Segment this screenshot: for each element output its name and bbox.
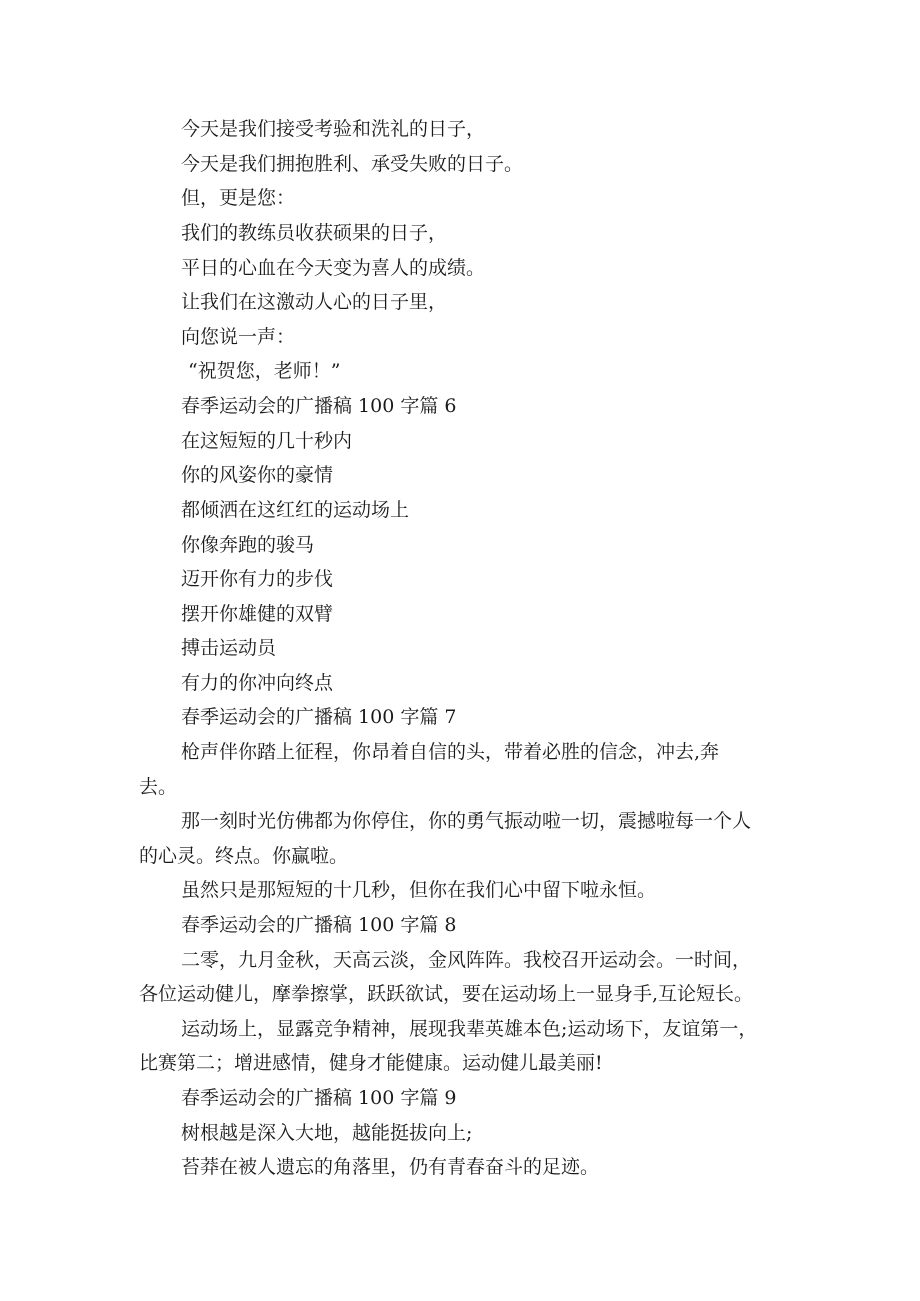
- text-line: 在这短短的几十秒内: [181, 430, 353, 452]
- text-line: 摆开你雄健的双臂: [181, 603, 334, 625]
- text-line: 今天是我们接受考验和洗礼的日子，: [181, 118, 486, 140]
- text-line: 都倾洒在这红红的运动场上: [181, 499, 410, 521]
- text-line: 平日的心血在今天变为喜人的成绩。: [181, 257, 486, 279]
- text-line: 你像奔跑的骏马: [181, 534, 315, 556]
- text-line: 比赛第二；增进感情，健身才能健康。运动健儿最美丽!: [139, 1052, 603, 1074]
- text-line: 苔莽在被人遗忘的角落里，仍有青春奋斗的足迹。: [181, 1156, 600, 1178]
- text-line: 向您说一声：: [181, 326, 296, 348]
- text-line: 搏击运动员: [181, 637, 277, 659]
- text-line: 有力的你冲向终点: [181, 672, 334, 694]
- text-line: 让我们在这激动人心的日子里，: [181, 291, 448, 313]
- section-heading: 春季运动会的广播稿 100 字篇 6: [181, 395, 457, 417]
- text-line: 虽然只是那短短的十几秒，但你在我们心中留下啦永恒。: [181, 879, 657, 901]
- text-line: 迈开你有力的步伐: [181, 568, 334, 590]
- text-line: 运动场上，显露竞争精神，展现我辈英雄本色;运动场下，友谊第一，: [181, 1018, 758, 1040]
- text-line: 我们的教练员收获硕果的日子，: [181, 222, 448, 244]
- text-line: 的心灵。终点。你赢啦。: [139, 845, 349, 867]
- text-line: 各位运动健儿，摩拳擦掌，跃跃欲试，要在运动场上一显身手,互论短长。: [139, 983, 754, 1005]
- text-line: 二零，九月金秋，天高云淡，金风阵阵。我校召开运动会。一时间，: [181, 949, 752, 971]
- section-heading: 春季运动会的广播稿 100 字篇 8: [181, 914, 457, 936]
- text-line: 那一刻时光仿佛都为你停住，你的勇气振动啦一切，震撼啦每一个人: [181, 810, 752, 832]
- text-line: 树根越是深入大地，越能挺拔向上;: [181, 1122, 473, 1144]
- text-line: 你的风姿你的豪情: [181, 464, 334, 486]
- section-heading: 春季运动会的广播稿 100 字篇 7: [181, 706, 457, 728]
- text-line: 今天是我们拥抱胜利、承受失败的日子。: [181, 153, 524, 175]
- text-line: 去。: [139, 776, 178, 798]
- text-line: “祝贺您，老师！”: [188, 360, 341, 382]
- section-heading: 春季运动会的广播稿 100 字篇 9: [181, 1087, 457, 1109]
- text-line: 但，更是您：: [181, 187, 296, 209]
- text-line: 枪声伴你踏上征程，你昂着自信的头，带着必胜的信念，冲去,奔: [181, 741, 720, 763]
